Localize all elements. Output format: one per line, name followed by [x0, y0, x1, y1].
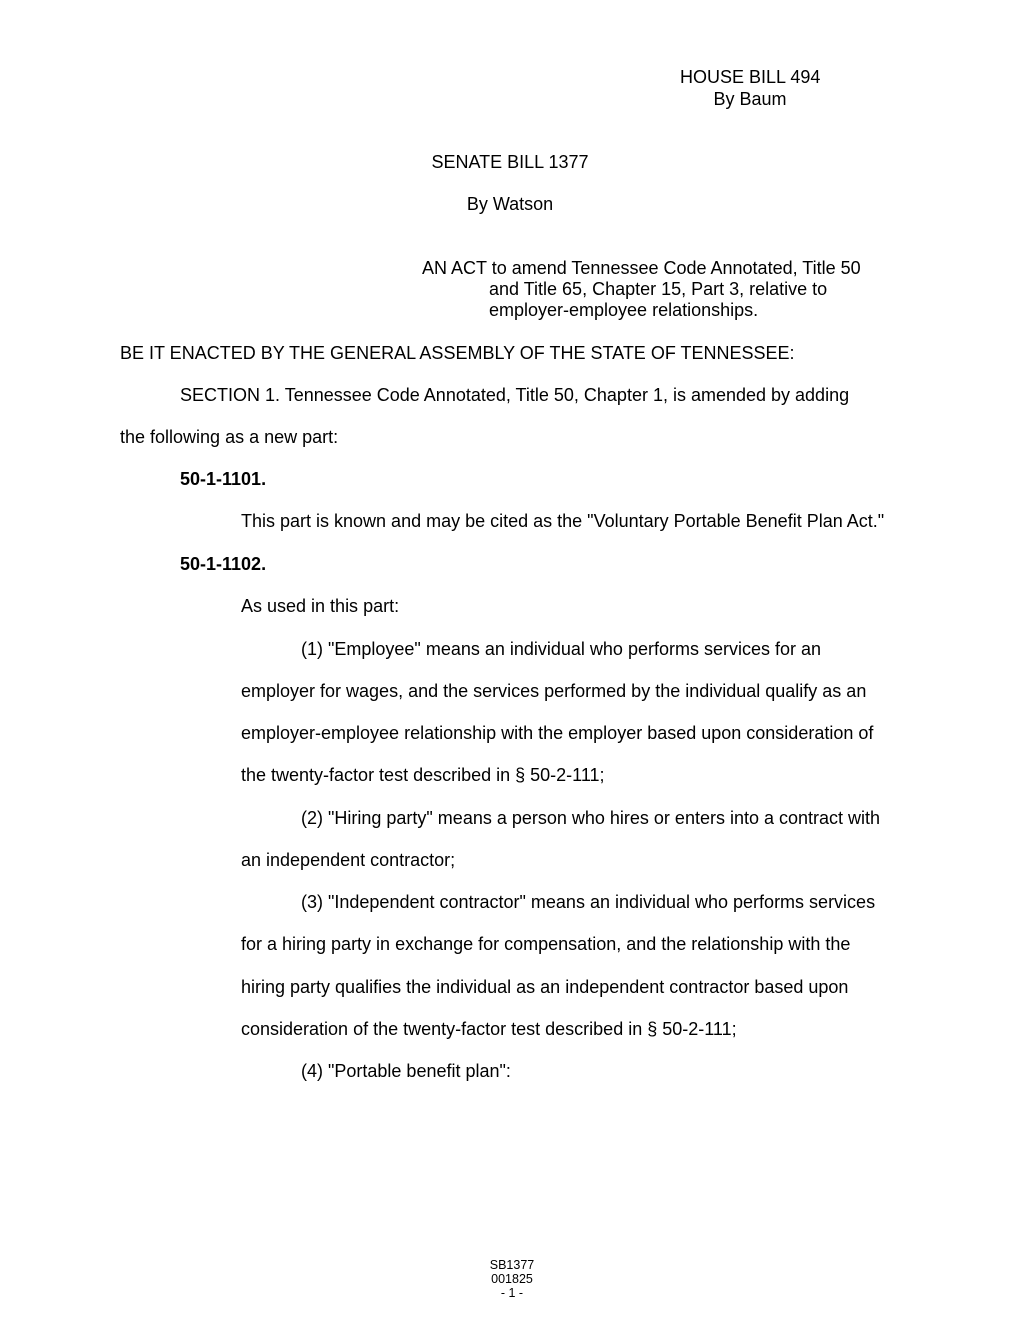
footer-page-number: - 1 - — [500, 1286, 524, 1300]
caption-line-3: employer-employee relationships. — [489, 300, 759, 320]
definition-1-line-2: employer for wages, and the services performed by the individual qualify as an — [241, 681, 867, 701]
definition-3-line-4: consideration of the twenty-factor test described in § 50-2-111; — [241, 1019, 737, 1039]
senate-bill-sponsor: By Watson — [466, 194, 554, 214]
house-bill-sponsor: By Baum — [713, 89, 787, 109]
section-heading-1101: 50-1-1101. — [180, 469, 267, 489]
definition-3-line-1: (3) "Independent contractor" means an individual who performs services — [301, 892, 876, 912]
definition-1-line-1: (1) "Employee" means an individual who performs services for an — [301, 639, 822, 659]
section-1101-text: This part is known and may be cited as the "Voluntary Portable Benefit Plan Act." — [241, 511, 885, 531]
section-heading-1102: 50-1-1102. — [180, 554, 267, 574]
section-1-line-1: SECTION 1. Tennessee Code Annotated, Title 50, Chapter 1, is amended by adding — [180, 385, 850, 405]
definition-1-line-3: employer-employee relationship with the employer based upon consideration of — [241, 723, 874, 743]
definition-3-line-2: for a hiring party in exchange for compensation, and the relationship with the — [241, 934, 851, 954]
section-1-line-2: the following as a new part: — [120, 427, 339, 447]
footer-bill-code: SB1377 — [489, 1258, 535, 1272]
footer-doc-number: 001825 — [491, 1272, 533, 1286]
caption-line-2: and Title 65, Chapter 15, Part 3, relative to — [489, 279, 828, 299]
definition-2-line-2: an independent contractor; — [241, 850, 456, 870]
definition-2-line-1: (2) "Hiring party" means a person who hires or enters into a contract with — [301, 808, 881, 828]
definition-4-line-1: (4) "Portable benefit plan": — [301, 1061, 511, 1081]
definition-3-line-3: hiring party qualifies the individual as an independent contractor based upon — [241, 977, 849, 997]
senate-bill-title: SENATE BILL 1377 — [431, 152, 589, 172]
definition-1-line-4: the twenty-factor test described in § 50-2-111; — [241, 765, 605, 785]
enacting-clause: BE IT ENACTED BY THE GENERAL ASSEMBLY OF THE STATE OF TENNESSEE: — [120, 343, 795, 363]
caption-line-1: AN ACT to amend Tennessee Code Annotated, Title 50 — [422, 258, 861, 278]
house-bill-title: HOUSE BILL 494 — [680, 67, 821, 87]
section-1102-intro: As used in this part: — [241, 596, 400, 616]
